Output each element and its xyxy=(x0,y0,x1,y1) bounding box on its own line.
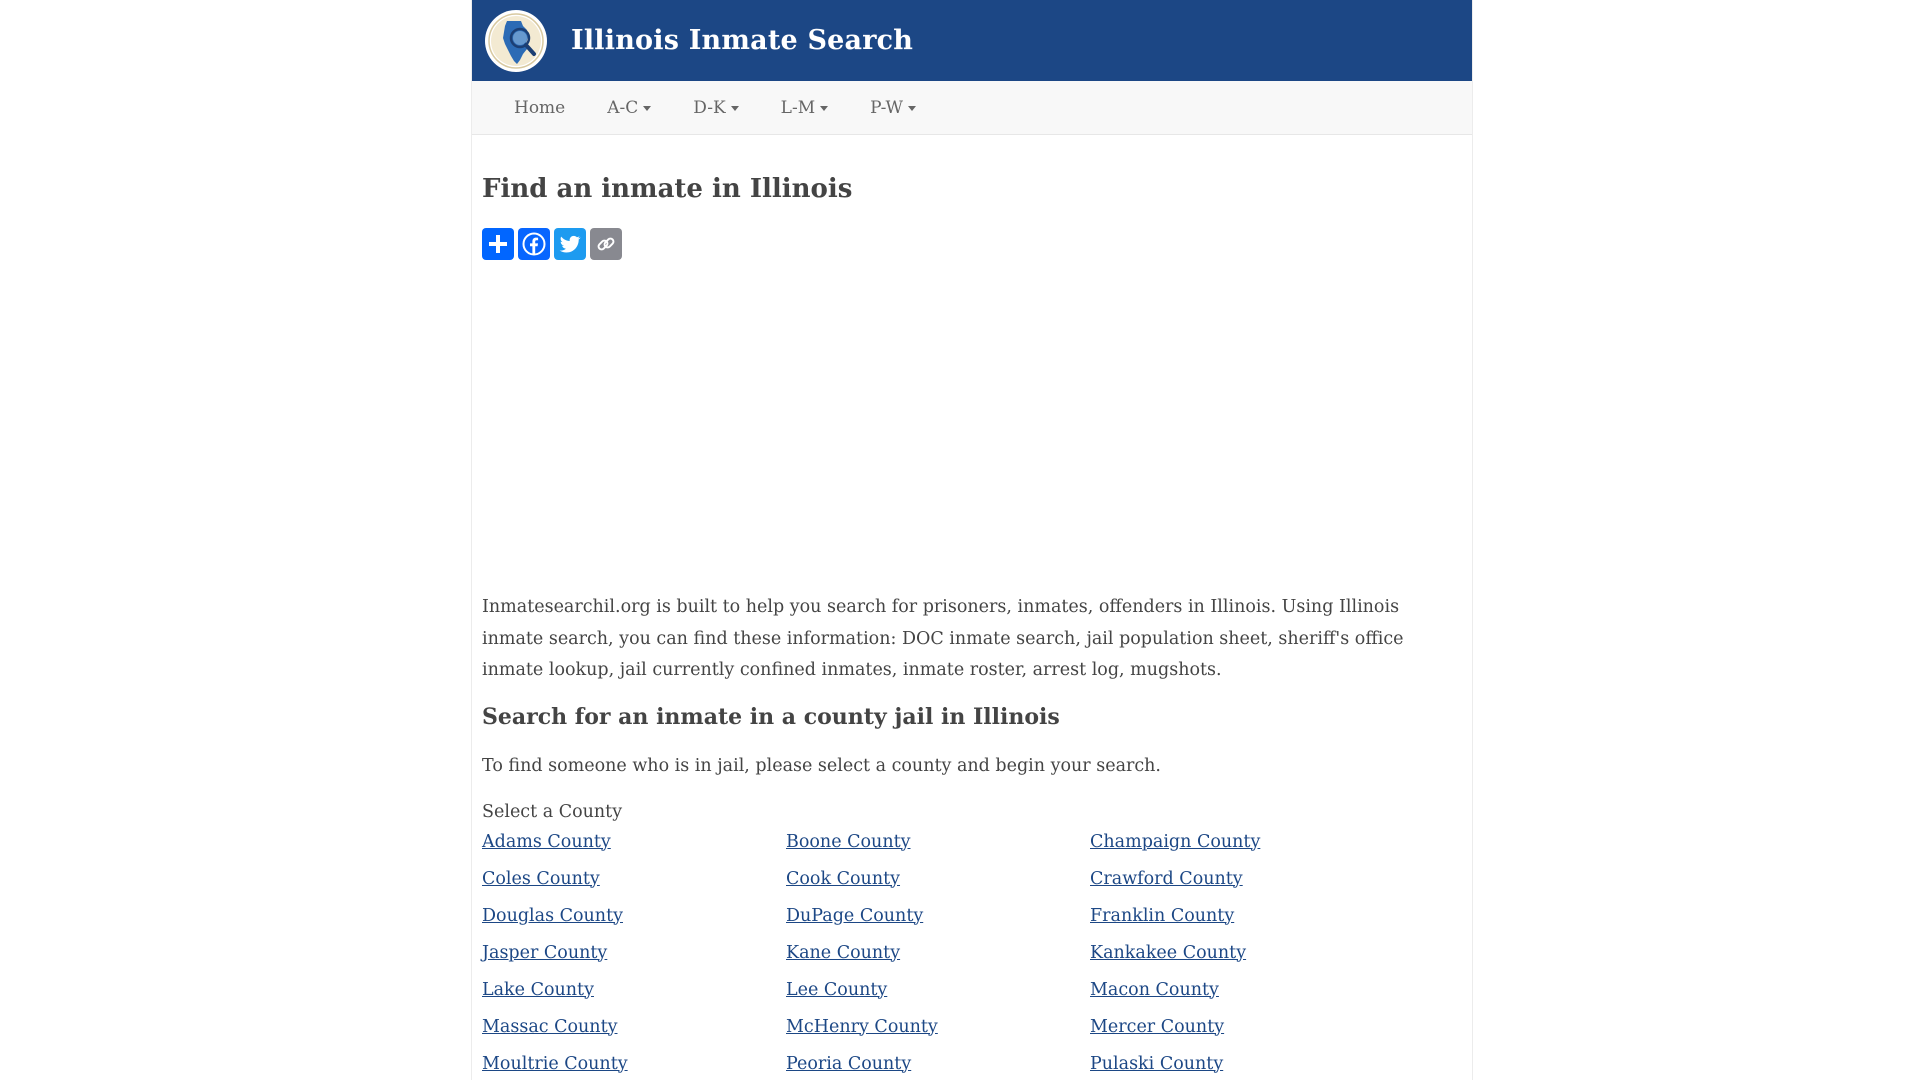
county-link-kankakee[interactable]: Kankakee County xyxy=(1090,942,1247,963)
county-link-dupage[interactable]: DuPage County xyxy=(786,905,924,926)
copy-link-icon xyxy=(595,233,617,255)
county-link-boone[interactable]: Boone County xyxy=(786,831,911,852)
twitter-icon xyxy=(558,232,582,256)
county-link-peoria[interactable]: Peoria County xyxy=(786,1053,912,1074)
county-link-franklin[interactable]: Franklin County xyxy=(1090,905,1235,926)
nav-item-a-c[interactable] xyxy=(586,98,672,118)
caret-down-icon xyxy=(731,106,739,111)
caret-down-icon xyxy=(908,106,916,111)
county-link-crawford[interactable]: Crawford County xyxy=(1090,868,1243,889)
twitter-share-button[interactable] xyxy=(554,228,586,260)
county-link-jasper[interactable]: Jasper County xyxy=(482,942,608,963)
county-link-kane[interactable]: Kane County xyxy=(786,942,901,963)
facebook-share-button[interactable] xyxy=(518,228,550,260)
nav-item-d-k[interactable] xyxy=(672,98,759,118)
caret-down-icon xyxy=(643,106,651,111)
select-county-label: Select a County xyxy=(482,801,623,822)
main-content xyxy=(472,174,1472,1089)
county-link-lake[interactable]: Lake County xyxy=(482,979,594,1000)
ad-placeholder xyxy=(482,260,1462,592)
illinois-magnifier-icon xyxy=(487,12,545,70)
county-link-lee[interactable]: Lee County xyxy=(786,979,888,1000)
caret-down-icon xyxy=(820,106,828,111)
nav-item-label: A-C xyxy=(607,97,639,118)
nav-item-label: P-W xyxy=(870,97,903,118)
county-link-massac[interactable]: Massac County xyxy=(482,1016,618,1037)
share-plus-icon xyxy=(487,233,509,255)
instruction-text: To find someone who is in jail, please select a county and begin your search. xyxy=(482,755,1161,776)
page-title: Find an inmate in Illinois xyxy=(482,174,853,204)
copy-link-button[interactable] xyxy=(590,228,622,260)
share-button[interactable] xyxy=(482,228,514,260)
share-bar xyxy=(482,228,1462,260)
nav-item-label: Home xyxy=(514,97,566,118)
county-link-coles[interactable]: Coles County xyxy=(482,868,600,889)
section-heading: Search for an inmate in a county jail in Illinois xyxy=(482,703,1060,730)
site-title[interactable]: Illinois Inmate Search xyxy=(571,25,914,56)
county-link-douglas[interactable]: Douglas County xyxy=(482,905,623,926)
county-link-macon[interactable]: Macon County xyxy=(1090,979,1219,1000)
county-link-moultrie[interactable]: Moultrie County xyxy=(482,1053,628,1074)
county-link-adams[interactable]: Adams County xyxy=(482,831,611,852)
nav-item-home[interactable] xyxy=(493,98,586,118)
county-link-mchenry[interactable]: McHenry County xyxy=(786,1016,938,1037)
site-header xyxy=(472,0,1472,81)
nav-item-p-w[interactable] xyxy=(849,98,937,118)
county-link-cook[interactable]: Cook County xyxy=(786,868,901,889)
county-link-champaign[interactable]: Champaign County xyxy=(1090,831,1261,852)
nav-item-label: L-M xyxy=(780,97,816,118)
county-link-pulaski[interactable]: Pulaski County xyxy=(1090,1053,1224,1074)
facebook-icon xyxy=(522,232,546,256)
county-list xyxy=(482,830,1462,1089)
intro-paragraph: Inmatesearchil.org is built to help you search for prisoners, inmates, offenders in Illinois. Using Illinois inmate search, you can find these information: DOC inmate search, jail population sheet, sheriff's office inmate lookup, jail currently confined inmates, inmate roster, arrest log, mugshots. xyxy=(482,597,1404,680)
main-navbar xyxy=(472,81,1472,135)
nav-item-label: D-K xyxy=(693,97,726,118)
nav-item-l-m[interactable] xyxy=(760,98,849,118)
county-link-mercer[interactable]: Mercer County xyxy=(1090,1016,1225,1037)
site-logo[interactable] xyxy=(485,10,547,72)
page-container xyxy=(471,0,1473,1080)
